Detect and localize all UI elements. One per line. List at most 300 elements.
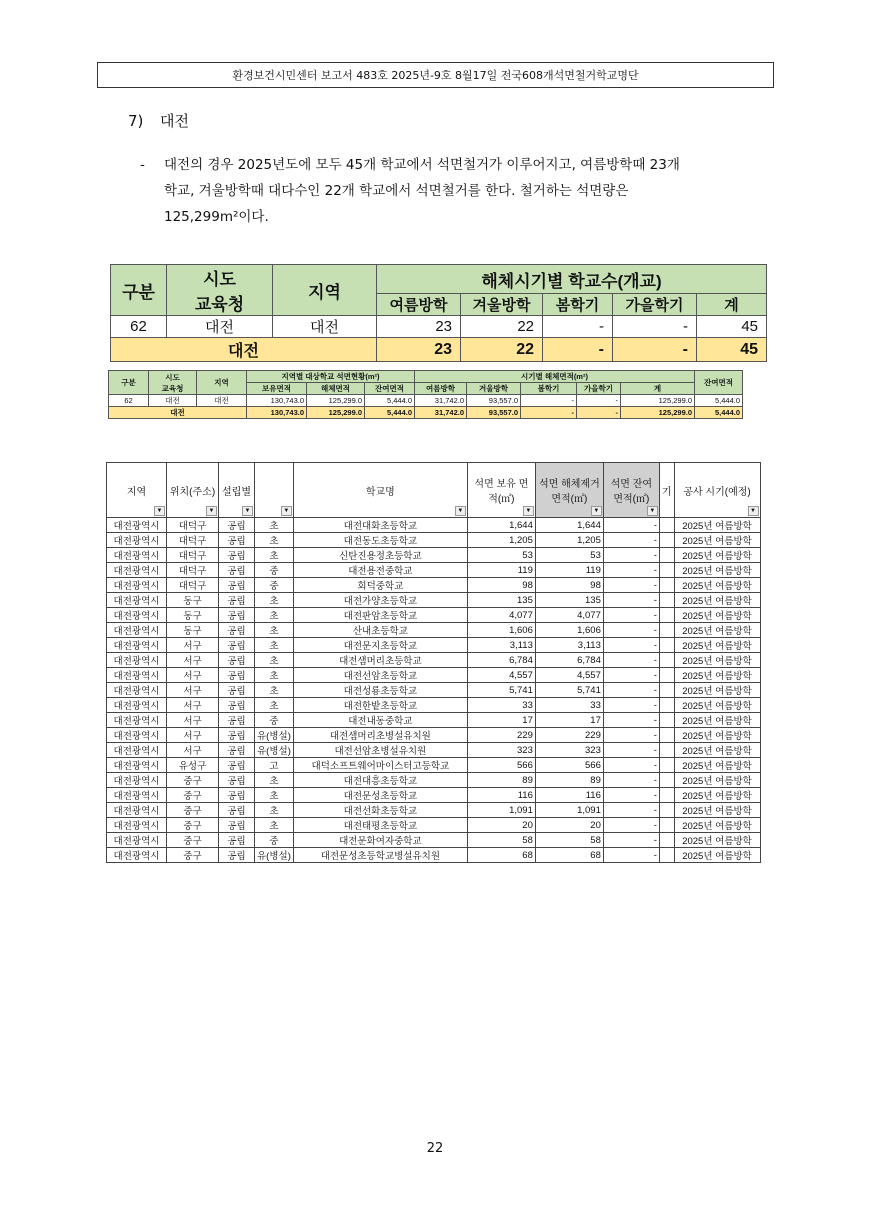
filter-dropdown-icon[interactable]: ▼: [523, 506, 534, 516]
cell: 130,743.0: [247, 407, 307, 419]
cell: 중: [255, 563, 294, 578]
cell: -: [603, 818, 659, 833]
cell: 초: [255, 638, 294, 653]
cell: 2025년 여름방학: [674, 563, 760, 578]
cell: 유(병설): [255, 728, 294, 743]
cell: 17: [467, 713, 535, 728]
subheader: 보유면적: [247, 383, 307, 395]
cell: -: [603, 713, 659, 728]
cell: 공립: [219, 653, 255, 668]
cell: 초: [255, 818, 294, 833]
cell: 동구: [167, 608, 219, 623]
cell: 98: [535, 578, 603, 593]
cell: 23: [377, 316, 461, 338]
cell: 대전광역시: [107, 773, 167, 788]
cell: 130,743.0: [247, 395, 307, 407]
cell: 5,444.0: [365, 407, 415, 419]
cell: [659, 548, 674, 563]
cell: 119: [535, 563, 603, 578]
cell: 5,741: [535, 683, 603, 698]
cell: 22: [461, 316, 543, 338]
cell: -: [603, 803, 659, 818]
cell: 서구: [167, 668, 219, 683]
cell: 공립: [219, 518, 255, 533]
cell: 1,606: [535, 623, 603, 638]
subheader: 잔여면적: [365, 383, 415, 395]
cell: 대전광역시: [107, 653, 167, 668]
cell: 대전대화초등학교: [293, 518, 467, 533]
table-row: [107, 758, 761, 773]
cell: 대전성룡초등학교: [293, 683, 467, 698]
header-label: 공사 시기(예정): [683, 486, 751, 498]
cell: 공립: [219, 533, 255, 548]
cell: 공립: [219, 548, 255, 563]
cell: 대덕소프트웨어마이스터고등학교: [293, 758, 467, 773]
header-gubun: 구분: [109, 371, 149, 395]
header-gubun: 구분: [111, 265, 167, 316]
cell: 대전광역시: [107, 608, 167, 623]
cell: 1,205: [535, 533, 603, 548]
area-summary-table: [108, 370, 743, 419]
cell: 대덕구: [167, 548, 219, 563]
cell: 초: [255, 533, 294, 548]
cell: 대전광역시: [107, 698, 167, 713]
cell: -: [603, 578, 659, 593]
cell: -: [577, 395, 621, 407]
cell: 2025년 여름방학: [674, 683, 760, 698]
cell: 68: [467, 848, 535, 863]
cell: 1,644: [467, 518, 535, 533]
cell: 17: [535, 713, 603, 728]
cell: 대전: [273, 316, 377, 338]
cell: 135: [467, 593, 535, 608]
header-label: 석면 잔여면적(㎡): [610, 479, 653, 505]
total-row: [111, 338, 767, 362]
header-row: [107, 463, 761, 518]
cell: 5,444.0: [695, 407, 743, 419]
cell: [659, 743, 674, 758]
subheader: 해체면적: [307, 383, 365, 395]
header-label: 학교명: [365, 486, 395, 498]
cell: 대전: [109, 407, 247, 419]
cell: 대덕구: [167, 533, 219, 548]
cell: 대전광역시: [107, 563, 167, 578]
cell: 서구: [167, 653, 219, 668]
header-sido: 시도: [203, 270, 236, 289]
cell: 2025년 여름방학: [674, 698, 760, 713]
filter-dropdown-icon[interactable]: ▼: [591, 506, 602, 516]
cell: [659, 668, 674, 683]
header-label: 석면 해체제거 면적(㎡): [538, 479, 600, 505]
cell: [659, 698, 674, 713]
cell: 대전광역시: [107, 683, 167, 698]
cell: 중구: [167, 788, 219, 803]
table-row: [107, 683, 761, 698]
cell: 공립: [219, 728, 255, 743]
cell: 53: [535, 548, 603, 563]
cell: 31,742.0: [415, 407, 467, 419]
cell: 공립: [219, 608, 255, 623]
table-row: [107, 773, 761, 788]
cell: 대전광역시: [107, 668, 167, 683]
cell: [659, 818, 674, 833]
subheader: 겨울방학: [467, 383, 521, 395]
cell: 대전광역시: [107, 578, 167, 593]
cell: 1,205: [467, 533, 535, 548]
header-sido: 시도: [165, 372, 180, 382]
school-list-body: [107, 518, 761, 863]
cell: 신탄진용정초등학교: [293, 548, 467, 563]
table-row: [107, 668, 761, 683]
header-label: 설립별: [222, 486, 251, 498]
cell: 동구: [167, 593, 219, 608]
cell: 229: [535, 728, 603, 743]
cell: [659, 803, 674, 818]
cell: 125,299.0: [307, 407, 365, 419]
cell: -: [603, 563, 659, 578]
cell: 135: [535, 593, 603, 608]
cell: 산내초등학교: [293, 623, 467, 638]
cell: 대전광역시: [107, 833, 167, 848]
cell: 초: [255, 608, 294, 623]
header-area-removed: [535, 463, 603, 518]
cell: 중구: [167, 773, 219, 788]
cell: [659, 653, 674, 668]
cell: [659, 728, 674, 743]
cell: 45: [697, 338, 767, 362]
cell: 대전문성초등학교병설유치원: [293, 848, 467, 863]
cell: 31,742.0: [415, 395, 467, 407]
cell: -: [543, 338, 613, 362]
header-group2: 시기별 해체면적(m²): [415, 371, 695, 383]
table-row: [111, 316, 767, 338]
cell: 대전한밭초등학교: [293, 698, 467, 713]
cell: 2025년 여름방학: [674, 533, 760, 548]
cell: 68: [535, 848, 603, 863]
cell: 대전샘머리초등학교: [293, 653, 467, 668]
cell: 3,113: [535, 638, 603, 653]
subheader: 겨울방학: [461, 294, 543, 316]
cell: 공립: [219, 758, 255, 773]
cell: 566: [467, 758, 535, 773]
cell: 초: [255, 653, 294, 668]
cell: -: [603, 773, 659, 788]
header-type: [255, 463, 294, 518]
cell: 2025년 여름방학: [674, 578, 760, 593]
table-row: [107, 818, 761, 833]
table-row: [107, 638, 761, 653]
cell: 2025년 여름방학: [674, 743, 760, 758]
cell: 대전: [149, 395, 197, 407]
cell: 대전광역시: [107, 713, 167, 728]
cell: [659, 758, 674, 773]
cell: 중구: [167, 848, 219, 863]
cell: 2025년 여름방학: [674, 803, 760, 818]
cell: 공립: [219, 668, 255, 683]
cell: -: [521, 407, 577, 419]
cell: [659, 848, 674, 863]
cell: 4,557: [467, 668, 535, 683]
cell: 2025년 여름방학: [674, 818, 760, 833]
table-row: [107, 548, 761, 563]
cell: 공립: [219, 683, 255, 698]
cell: 20: [535, 818, 603, 833]
cell: 4,077: [467, 608, 535, 623]
filter-dropdown-icon[interactable]: ▼: [455, 506, 466, 516]
cell: 유(병설): [255, 743, 294, 758]
cell: 대전광역시: [107, 593, 167, 608]
cell: 33: [535, 698, 603, 713]
cell: -: [603, 743, 659, 758]
total-row: [109, 407, 743, 419]
cell: 공립: [219, 623, 255, 638]
cell: 98: [467, 578, 535, 593]
cell: 공립: [219, 788, 255, 803]
cell: 대전: [111, 338, 377, 362]
cell: -: [577, 407, 621, 419]
cell: 공립: [219, 848, 255, 863]
cell: 대전광역시: [107, 848, 167, 863]
subheader: 가을학기: [613, 294, 697, 316]
cell: 2025년 여름방학: [674, 623, 760, 638]
cell: 2025년 여름방학: [674, 833, 760, 848]
header-est: [219, 463, 255, 518]
paragraph-line: 대전의 경우 2025년도에 모두 45개 학교에서 석면철거가 이루어지고, 여름방학때 23개: [164, 157, 680, 173]
cell: 초: [255, 773, 294, 788]
cell: 2025년 여름방학: [674, 758, 760, 773]
cell: -: [603, 668, 659, 683]
cell: 서구: [167, 743, 219, 758]
cell: 초: [255, 683, 294, 698]
cell: 2025년 여름방학: [674, 638, 760, 653]
cell: -: [603, 638, 659, 653]
cell: 62: [109, 395, 149, 407]
filter-sort-icon[interactable]: ▼: [206, 506, 217, 516]
cell: -: [603, 728, 659, 743]
cell: 대전광역시: [107, 623, 167, 638]
table-row: [107, 593, 761, 608]
cell: 33: [467, 698, 535, 713]
cell: [659, 713, 674, 728]
cell: -: [603, 698, 659, 713]
cell: 6,784: [467, 653, 535, 668]
cell: 대전선화초등학교: [293, 803, 467, 818]
cell: 공립: [219, 563, 255, 578]
cell: -: [603, 653, 659, 668]
cell: 대전: [167, 316, 273, 338]
cell: [659, 773, 674, 788]
cell: 초: [255, 788, 294, 803]
cell: 4,557: [535, 668, 603, 683]
cell: 2025년 여름방학: [674, 788, 760, 803]
cell: 초: [255, 668, 294, 683]
table-row: [109, 395, 743, 407]
cell: -: [603, 548, 659, 563]
cell: 대덕구: [167, 518, 219, 533]
cell: 93,557.0: [467, 395, 521, 407]
header-remain: 잔여면적: [695, 371, 743, 395]
cell: 22: [461, 338, 543, 362]
cell: [659, 788, 674, 803]
cell: 119: [467, 563, 535, 578]
table-row: [107, 788, 761, 803]
table-row: [107, 578, 761, 593]
cell: -: [603, 518, 659, 533]
filter-dropdown-icon[interactable]: ▼: [154, 506, 165, 516]
cell: 대전광역시: [107, 728, 167, 743]
header-name: [293, 463, 467, 518]
cell: 대전선암초등학교: [293, 668, 467, 683]
header-sido-edu: [149, 371, 197, 395]
cell: 5,444.0: [365, 395, 415, 407]
cell: [659, 578, 674, 593]
cell: 대덕구: [167, 578, 219, 593]
cell: -: [603, 623, 659, 638]
header-loc: [167, 463, 219, 518]
subheader: 계: [697, 294, 767, 316]
header-label: 석면 보유 면적(㎡): [474, 479, 529, 505]
cell: 89: [467, 773, 535, 788]
cell: 유(병설): [255, 848, 294, 863]
cell: 대전: [197, 395, 247, 407]
cell: 2025년 여름방학: [674, 728, 760, 743]
subheader: 봄학기: [521, 383, 577, 395]
header-label: 위치(주소): [169, 486, 216, 498]
cell: 회덕중학교: [293, 578, 467, 593]
cell: -: [613, 338, 697, 362]
paragraph-line: 학교, 겨울방학때 대다수인 22개 학교에서 석면철거를 한다. 철거하는 석면량은: [164, 183, 629, 199]
cell: 고: [255, 758, 294, 773]
section-title: 대전: [160, 112, 189, 130]
cell: 서구: [167, 683, 219, 698]
table-row: [107, 518, 761, 533]
cell: -: [603, 683, 659, 698]
filter-dropdown-icon[interactable]: ▼: [647, 506, 658, 516]
subheader: 봄학기: [543, 294, 613, 316]
cell: 공립: [219, 578, 255, 593]
cell: 1,091: [467, 803, 535, 818]
cell: 초: [255, 698, 294, 713]
table-row: [107, 713, 761, 728]
cell: [659, 533, 674, 548]
cell: 62: [111, 316, 167, 338]
cell: 대전광역시: [107, 548, 167, 563]
subheader: 여름방학: [415, 383, 467, 395]
cell: 2025년 여름방학: [674, 848, 760, 863]
header-area-own: [467, 463, 535, 518]
cell: [659, 608, 674, 623]
cell: [659, 623, 674, 638]
cell: [659, 563, 674, 578]
page-number: 22: [426, 1141, 444, 1156]
header-region: 지역: [197, 371, 247, 395]
cell: 566: [535, 758, 603, 773]
subheader: 여름방학: [377, 294, 461, 316]
header-sido-edu: [167, 265, 273, 316]
cell: 323: [467, 743, 535, 758]
filter-dropdown-icon[interactable]: ▼: [242, 506, 253, 516]
cell: 대전광역시: [107, 758, 167, 773]
cell: 공립: [219, 773, 255, 788]
cell: 2025년 여름방학: [674, 608, 760, 623]
cell: 125,299.0: [621, 407, 695, 419]
cell: 대전광역시: [107, 638, 167, 653]
cell: 대전문지초등학교: [293, 638, 467, 653]
cell: 1,091: [535, 803, 603, 818]
cell: 유성구: [167, 758, 219, 773]
cell: -: [603, 608, 659, 623]
cell: 공립: [219, 803, 255, 818]
subheader: 가을학기: [577, 383, 621, 395]
cell: 대전샘머리초병설유치원: [293, 728, 467, 743]
cell: 대전광역시: [107, 818, 167, 833]
cell: 58: [467, 833, 535, 848]
cell: 중구: [167, 803, 219, 818]
header-period-group: 해체시기별 학교수(개교): [377, 265, 767, 294]
section-heading: [128, 110, 189, 131]
subheader: 계: [621, 383, 695, 395]
cell: 2025년 여름방학: [674, 593, 760, 608]
cell: 중구: [167, 818, 219, 833]
cell: -: [603, 758, 659, 773]
cell: 2025년 여름방학: [674, 518, 760, 533]
cell: 대전내동중학교: [293, 713, 467, 728]
cell: 공립: [219, 713, 255, 728]
cell: 동구: [167, 623, 219, 638]
cell: 서구: [167, 713, 219, 728]
cell: 2025년 여름방학: [674, 653, 760, 668]
cell: [659, 518, 674, 533]
table-row: [107, 728, 761, 743]
cell: -: [603, 533, 659, 548]
cell: 2025년 여름방학: [674, 773, 760, 788]
cell: 서구: [167, 638, 219, 653]
cell: 5,444.0: [695, 395, 743, 407]
cell: 대전판암초등학교: [293, 608, 467, 623]
bullet-dash: -: [140, 157, 145, 173]
filter-applied-icon[interactable]: ▼: [748, 506, 759, 516]
header-edu: 교육청: [194, 295, 245, 314]
school-count-table: [110, 264, 767, 362]
table-row: [107, 623, 761, 638]
cell: 229: [467, 728, 535, 743]
cell: 대전선암초병설유치원: [293, 743, 467, 758]
header-area-left: [603, 463, 659, 518]
header-label: 지역: [126, 486, 147, 498]
cell: 중: [255, 713, 294, 728]
cell: 서구: [167, 698, 219, 713]
filter-dropdown-icon[interactable]: ▼: [281, 506, 292, 516]
cell: 초: [255, 803, 294, 818]
table-row: [107, 803, 761, 818]
cell: -: [603, 788, 659, 803]
cell: 2025년 여름방학: [674, 548, 760, 563]
cell: 93,557.0: [467, 407, 521, 419]
cell: 중구: [167, 833, 219, 848]
cell: 공립: [219, 833, 255, 848]
paragraph-line: 125,299m²이다.: [164, 209, 269, 225]
header-period: [659, 463, 674, 518]
cell: [659, 593, 674, 608]
cell: 1,644: [535, 518, 603, 533]
cell: -: [543, 316, 613, 338]
section-number: 7): [128, 112, 144, 130]
cell: 대전문화여자중학교: [293, 833, 467, 848]
header-label: 기: [661, 486, 672, 498]
cell: 중: [255, 578, 294, 593]
cell: 3,113: [467, 638, 535, 653]
cell: 대전광역시: [107, 518, 167, 533]
